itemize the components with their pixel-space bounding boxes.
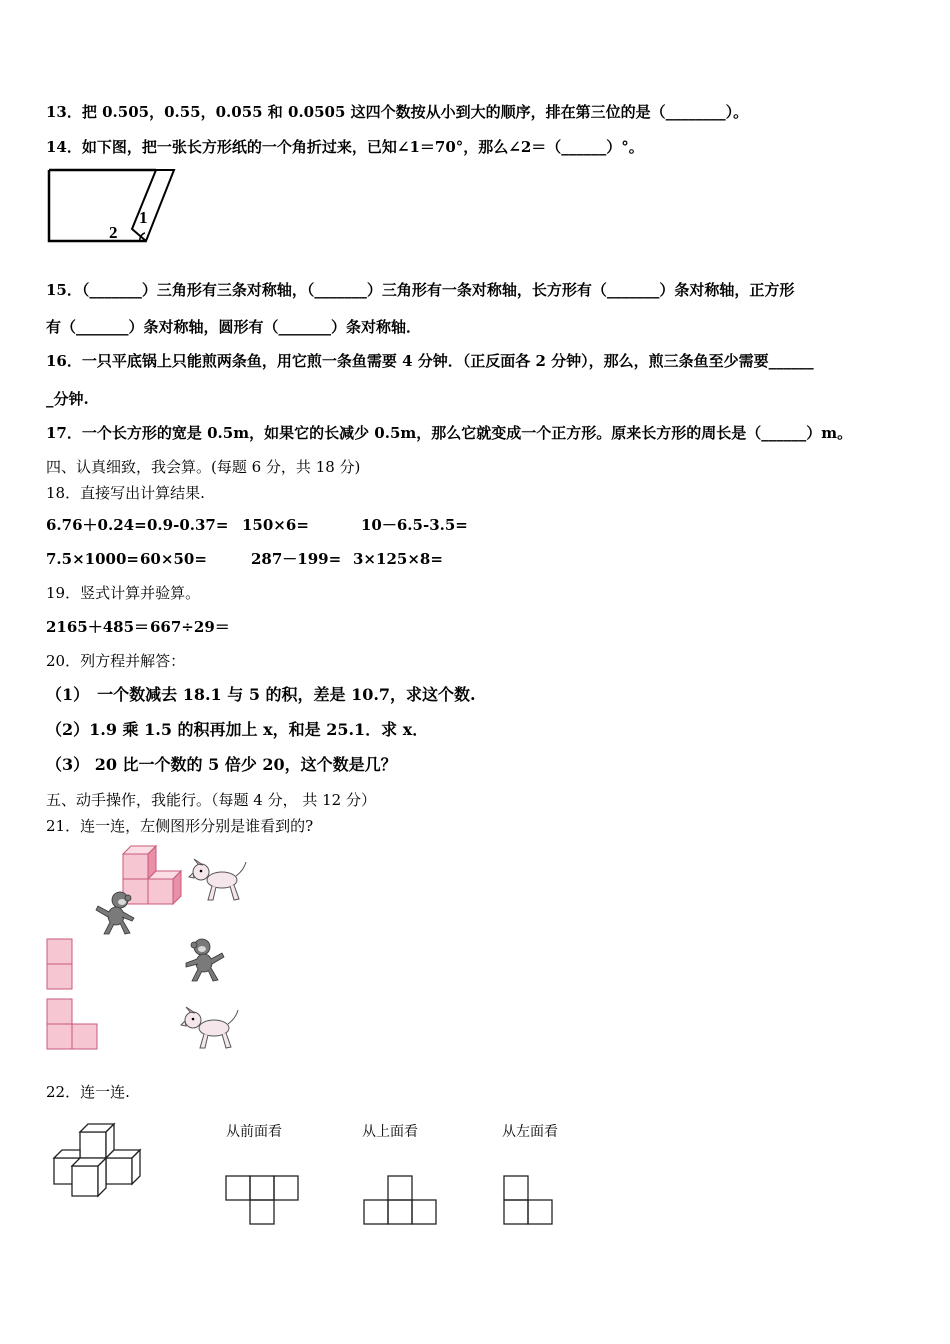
angle-1-label: 1 bbox=[139, 208, 148, 227]
block-structure-figure bbox=[50, 1118, 150, 1202]
question-20-part-2: （2）1.9 乘 1.5 的积再加上 x，和是 25.1．求 x． bbox=[46, 720, 429, 739]
question-20: 20．列方程并解答： bbox=[46, 652, 186, 670]
question-22: 22．连一连. bbox=[46, 1083, 130, 1101]
calc-item: 7.5×1000= bbox=[46, 550, 139, 568]
dog-icon bbox=[188, 858, 248, 904]
calc-item: 10－6.5-3.5= bbox=[361, 516, 468, 534]
calc-item: 150×6= bbox=[242, 516, 309, 534]
question-15-line-2: 有（_______）条对称轴，圆形有（_______）条对称轴． bbox=[46, 318, 422, 336]
monkey-icon bbox=[180, 937, 226, 983]
calc-item: 60×50= bbox=[140, 550, 207, 568]
view-label-top: 从上面看 bbox=[362, 1124, 418, 1140]
calc-item: 3×125×8= bbox=[353, 550, 443, 568]
question-19: 19．竖式计算并验算。 bbox=[46, 584, 201, 602]
question-16-line-2: _分钟. bbox=[46, 390, 89, 408]
section-5-heading: 五、动手操作，我能行。（每题 4 分， 共 12 分） bbox=[46, 791, 376, 809]
calc-item: 2165＋485＝ bbox=[46, 618, 150, 636]
t-shape-view bbox=[224, 1174, 304, 1228]
calc-item: 667÷29＝ bbox=[150, 618, 230, 636]
question-21: 21．连一连，左侧图形分别是谁看到的? bbox=[46, 817, 314, 835]
view-label-front: 从前面看 bbox=[226, 1124, 282, 1140]
view-label-left: 从左面看 bbox=[502, 1124, 558, 1140]
angle-2-label: 2 bbox=[109, 223, 118, 242]
question-18: 18．直接写出计算结果. bbox=[46, 484, 205, 502]
monkey-icon bbox=[92, 890, 138, 936]
l-view bbox=[502, 1174, 558, 1228]
question-20-part-3: （3） 20 比一个数的 5 倍少 20，这个数是几？ bbox=[46, 755, 397, 774]
calc-item: 287－199= bbox=[251, 550, 342, 568]
calc-item: 0.9-0.37= bbox=[147, 516, 229, 534]
question-17: 17．一个长方形的宽是 0.5m，如果它的长减少 0.5m，那么它就变成一个正方形。原来长方形的周长是（______）m。 bbox=[46, 424, 853, 442]
question-14: 14．如下图，把一张长方形纸的一个角折过来，已知∠1＝70°，那么∠2＝（______）°。 bbox=[46, 138, 644, 156]
l-shape-view bbox=[46, 998, 100, 1052]
question-16-line-1: 16．一只平底锅上只能煎两条鱼，用它煎一条鱼需要 4 分钟．（正反面各 2 分钟），那么，煎三条鱼至少需要______ bbox=[46, 352, 814, 370]
folded-rectangle-figure bbox=[46, 166, 181, 246]
question-13: 13．把 0.505，0.55，0.055 和 0.0505 这四个数按从小到大的顺序，排在第三位的是（________）。 bbox=[46, 103, 749, 121]
section-4-heading: 四、认真细致，我会算。(每题 6 分，共 18 分) bbox=[46, 458, 361, 476]
two-square-view bbox=[46, 938, 74, 992]
inverted-t-view bbox=[362, 1174, 442, 1228]
dog-icon bbox=[180, 1006, 240, 1052]
question-20-part-1: （1） 一个数减去 18.1 与 5 的积，差是 10.7，求这个数. bbox=[46, 685, 476, 704]
calc-item: 6.76＋0.24= bbox=[46, 516, 147, 534]
question-15-line-1: 15．（_______）三角形有三条对称轴，（_______）三角形有一条对称轴，长方形有（_______）条对称轴，正方形 bbox=[46, 281, 795, 299]
